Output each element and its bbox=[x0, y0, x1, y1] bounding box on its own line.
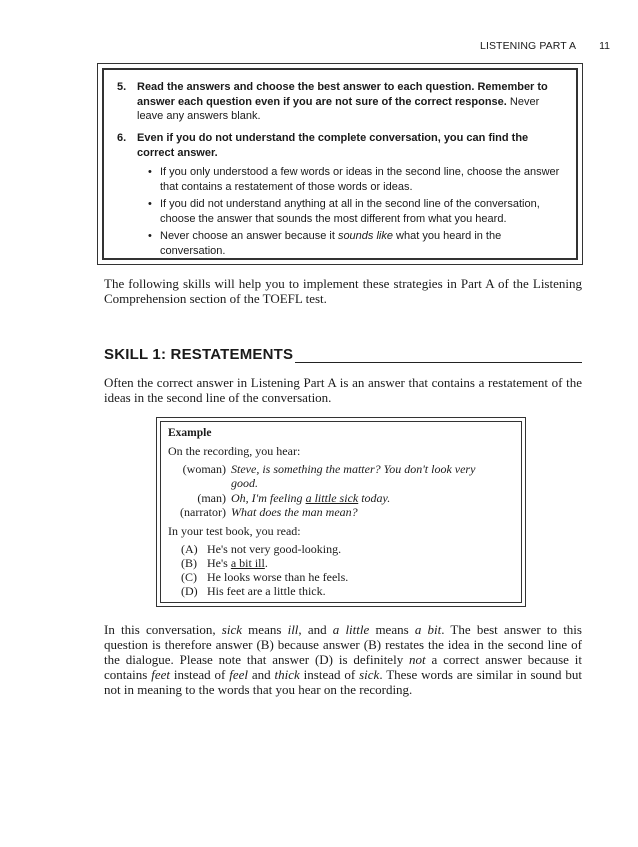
example-box bbox=[156, 417, 526, 607]
page-number: 11 bbox=[599, 40, 610, 52]
skill-paragraph: Often the correct answer in Listening Part A is an answer that contains a restatement of the ideas in the second line of the conversation. bbox=[104, 375, 582, 405]
answer-option-d: (D) His feet are a little thick. bbox=[181, 584, 326, 598]
analysis-paragraph: In this conversation, sick means ill, and a little means a bit. The best answer to this question is therefore answer (B) because answer (B) restates the idea in the second line of the dialogue. Please note that answer (D) is definitely not a correct answer because it contains feet instead of feel and thick instead of sick. These words are similar in sound but not in meaning to the words that you hear on the recording. bbox=[104, 622, 583, 697]
item-bold-text: Read the answers and choose the best answer to each question. Remember to answer each question even if you are not sure of the correct response. bbox=[137, 81, 548, 108]
read-intro: In your test book, you read: bbox=[168, 524, 301, 538]
bullet-item: • If you only understood a few words or ideas in the second line, choose the answer that contains a restatement of those words or ideas. bbox=[148, 166, 560, 193]
strategy-item-6 bbox=[117, 131, 560, 160]
dialogue-line-man: (man) Oh, I'm feeling a little sick today. bbox=[197, 491, 391, 505]
bullet-dot-icon: • bbox=[148, 230, 152, 242]
dialogue-line-narrator: (narrator) What does the man mean? bbox=[180, 505, 358, 519]
answer-option-b: (B) He's a bit ill. bbox=[181, 556, 268, 570]
skill-title: SKILL 1: RESTATEMENTS bbox=[104, 346, 294, 363]
hear-intro: On the recording, you hear: bbox=[168, 444, 301, 458]
item-number: 6. bbox=[117, 132, 127, 144]
answer-option-a: (A) He's not very good-looking. bbox=[181, 542, 342, 556]
bullet-dot-icon: • bbox=[148, 166, 152, 178]
item-bold-text: Even if you do not understand the complete conversation, you can find the correct answer. bbox=[137, 132, 529, 159]
item-normal-text: Never leave any answers blank. bbox=[137, 95, 540, 122]
strategy-bullets bbox=[148, 165, 568, 261]
intro-paragraph: The following skills will help you to implement these strategies in Part A of the Listening Comprehension section of the TOEFL test. bbox=[104, 276, 582, 306]
example-label: Example bbox=[168, 427, 212, 439]
skill-heading bbox=[104, 346, 582, 366]
strategy-item-5 bbox=[117, 80, 560, 124]
bullet-item: • If you did not understand anything at all in the second line of the conversation, choose the answer that sounds the most different from what you heard. bbox=[148, 198, 540, 225]
answer-option-c: (C) He looks worse than he feels. bbox=[181, 570, 349, 584]
dialogue-line-woman: (woman) Steve, is something the matter? You don't look very good. bbox=[182, 462, 476, 490]
item-number: 5. bbox=[117, 81, 127, 93]
strategy-box bbox=[97, 63, 583, 265]
bullet-dot-icon: • bbox=[148, 198, 152, 210]
bullet-item: • Never choose an answer because it sounds like what you heard in the conversation. bbox=[148, 230, 502, 257]
section-title: LISTENING PART A bbox=[480, 40, 577, 52]
